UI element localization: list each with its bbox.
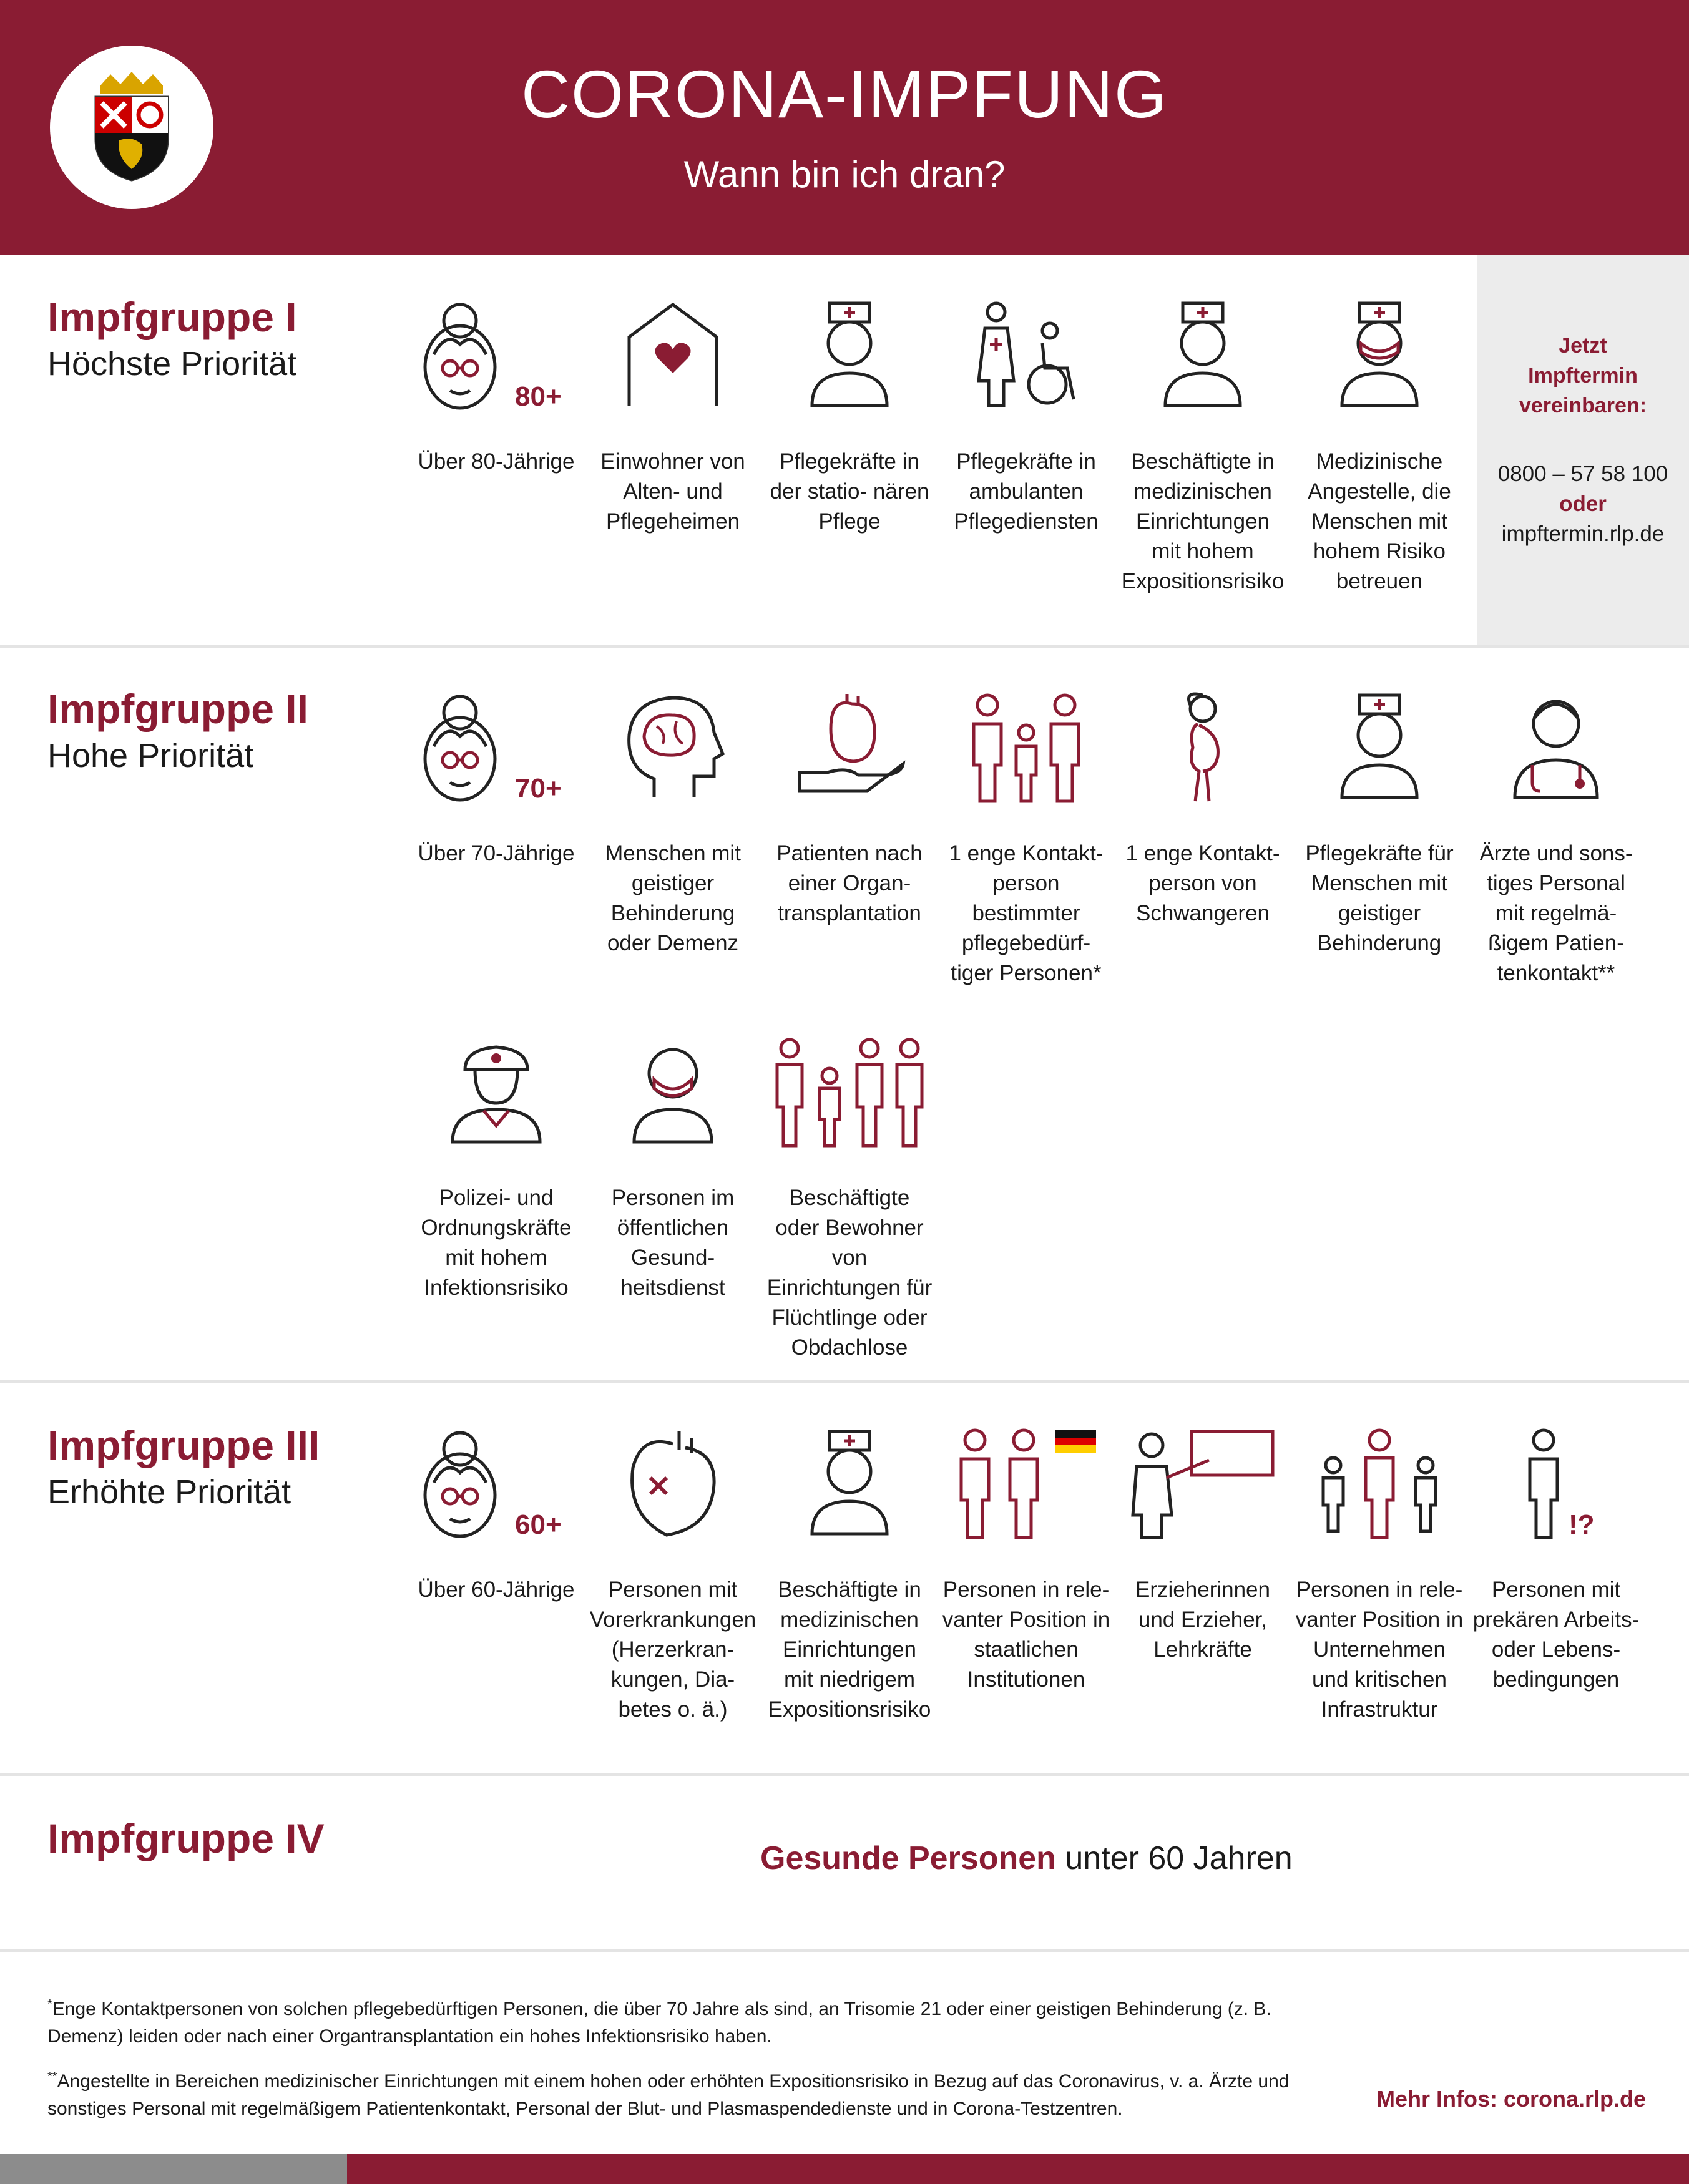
footnote-mark: ** [47,2070,57,2084]
group-1-item [412,300,580,477]
group-1-title: Impfgruppe I [47,294,297,340]
group-3-item [589,1428,757,1725]
callbox-phone[interactable]: 0800 – 57 58 100 [1497,462,1668,486]
page-subtitle: Wann bin ich dran? [683,154,1006,195]
state-officials-flag-icon [951,1428,1101,1540]
item-label: Beschäftigte in medizinischen Einrichtungen mit hohem Expositionsrisiko [1121,449,1285,593]
elderly-woman-icon [421,691,571,804]
doctor-stethoscope-icon [1500,691,1612,804]
heart-disease-icon [617,1428,729,1540]
group-1-item [765,300,934,537]
group-4-description [760,1840,1293,1877]
question-badge: !? [1569,1509,1595,1540]
section-divider [0,1949,1689,1952]
nurse-male-icon [1323,691,1436,804]
item-label: Ärzte und sons- tiges Personal mit regelmä- ßigem Patien- tenkontakt** [1479,841,1633,985]
group-2-item [765,1036,934,1363]
item-label: Erzieherinnen und Erzieher, Lehrkräfte [1135,1577,1270,1662]
pregnant-woman-icon [1147,691,1259,804]
group-3-title: Impfgruppe III [47,1422,320,1468]
footnote-1 [47,1991,1296,2050]
age-badge: 70+ [515,773,562,804]
item-label: 1 enge Kontakt- person bestimmter pflegebedürf- tiger Personen* [949,841,1104,985]
item-label: Patienten nach einer Organ- transplantation [776,841,923,925]
item-label: Über 60-Jährige [418,1577,575,1602]
item-label: Pflegekräfte in ambulanten Pflegediensten [954,449,1099,534]
item-label: Personen mit Vorerkrankungen (Herzerkran- kungen, Dia- betes o. ä.) [589,1577,756,1722]
item-label: Beschäftigte in medizinischen Einrichtungen mit niedrigem Expositionsrisiko [768,1577,931,1722]
callbox-title [1477,331,1689,421]
group-3-item [1472,1428,1640,1695]
group-2-item [412,1036,580,1303]
family-icon [964,691,1089,804]
footnote-mark: * [47,1997,52,2011]
item-label: Personen mit prekären Arbeits- oder Lebens- bedingungen [1472,1577,1640,1692]
group-2-item [1472,691,1640,988]
group-4-text: unter 60 Jahren [1055,1840,1293,1876]
footnote-text: Enge Kontaktpersonen von solchen pflegebedürftigen Personen, die über 70 Jahre als sind, an Trisomie 21 oder einer geistigen Behinderung (z. B. Demenz) leiden oder nach einer Organtransplantation ein hohes Infektionsrisiko haben. [47,1999,1271,2047]
footnote-text: Angestellte in Bereichen medizinischer Einrichtungen mit einem hohen oder erhöhten Expositionsrisiko in Bezug auf das Coronavirus, v. a. Ärzte und sonstiges Personal mit regelmäßigem Patientenkontakt, Personal der Blut- und Plasmaspendedienste und in Corona-Testzentren. [47,2071,1290,2119]
item-label: Über 70-Jährige [418,841,575,865]
teacher-board-icon [1128,1428,1278,1540]
medical-worker-icon [1147,300,1259,412]
group-4-title: Impfgruppe IV [47,1815,325,1861]
page-title: CORONA-IMPFUNG [521,56,1168,132]
group-1-item [1119,300,1287,597]
section-divider [0,645,1689,648]
more-info-link[interactable]: Mehr Infos: corona.rlp.de [1376,2086,1647,2112]
header-banner [0,0,1689,255]
group-3-item [1295,1428,1464,1725]
footer-bar-gray [0,2154,347,2184]
callbox-title-line: vereinbaren: [1519,394,1647,417]
callbox-title-line: Jetzt [1559,334,1607,358]
police-officer-icon [440,1036,552,1148]
business-people-icon [1317,1428,1442,1540]
group-3-item [412,1428,580,1605]
group-3-item [765,1428,934,1725]
group-2-item [765,691,934,929]
group-2-item [942,691,1110,988]
footer-bar-red [347,2154,1689,2184]
group-2-subtitle: Hohe Priorität [47,737,254,774]
nurse-wheelchair-icon [970,300,1082,412]
group-2-item [1295,691,1464,958]
nurse-icon [793,300,906,412]
masked-medical-worker-icon [1323,300,1436,412]
item-label: Pflegekräfte in der statio- nären Pflege [770,449,929,534]
section-divider [0,1380,1689,1383]
group-2-item [589,1036,757,1303]
house-heart-icon [617,300,729,412]
group-people-icon [768,1036,931,1148]
group-2-item [589,691,757,958]
group-2-item [412,691,580,869]
item-label: Medizinische Angestelle, die Menschen mit hohem Risiko betreuen [1308,449,1451,593]
appointment-callbox [1477,255,1689,646]
group-1-item [589,300,757,537]
callbox-or: oder [1559,492,1607,516]
brain-head-icon [617,691,729,804]
elderly-woman-icon [421,1428,571,1540]
item-label: Beschäftigte oder Bewohner von Einrichtungen für Flüchtlinge oder Obdachlose [766,1186,933,1360]
group-1-item [942,300,1110,537]
section-divider [0,1773,1689,1776]
item-label: Menschen mit geistiger Behinderung oder Demenz [605,841,741,955]
medical-worker-icon [793,1428,906,1540]
group-4-highlight: Gesunde Personen [760,1840,1056,1876]
callbox-title-line: Impftermin [1528,364,1638,388]
group-2-title: Impfgruppe II [47,686,308,732]
person-question-icon [1500,1428,1612,1540]
item-label: Polizei- und Ordnungskräfte mit hohem Infektionsrisiko [421,1186,572,1300]
item-label: Personen im öffentlichen Gesund- heitsdienst [611,1186,735,1300]
footnote-2 [47,2063,1296,2123]
item-label: 1 enge Kontakt- person von Schwangeren [1125,841,1280,925]
item-label: Einwohner von Alten- und Pflegeheimen [600,449,745,534]
group-1-item [1295,300,1464,597]
item-label: Pflegekräfte für Menschen mit geistiger Behinderung [1305,841,1454,955]
group-3-item [1119,1428,1287,1665]
masked-person-icon [617,1036,729,1148]
item-label: Personen in rele- vanter Position in Unternehmen und kritischen Infrastruktur [1295,1577,1464,1722]
group-3-subtitle: Erhöhte Priorität [47,1473,291,1511]
age-badge: 80+ [515,381,562,412]
item-label: Über 80-Jährige [418,449,575,474]
elderly-woman-icon [421,300,571,412]
group-3-item [942,1428,1110,1695]
group-1-subtitle: Höchste Priorität [47,345,297,383]
group-2-item [1119,691,1287,929]
item-label: Personen in rele- vanter Position in staatlichen Institutionen [942,1577,1110,1692]
callbox-contacts [1477,459,1689,549]
age-badge: 60+ [515,1509,562,1540]
organ-hand-icon [793,691,906,804]
callbox-website[interactable]: impftermin.rlp.de [1501,522,1665,546]
